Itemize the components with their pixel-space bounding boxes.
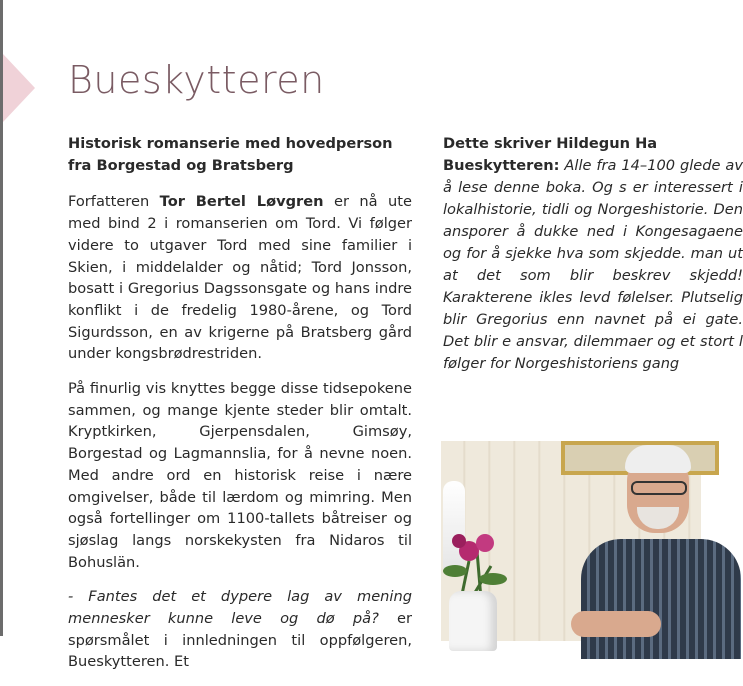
paragraph-places: På finurlig vis knyttes begge disse tidsepokene sammen, og mange kjente steder blir omtalt. Kryptkirken, Gjerpensdalen, Gimsøy, Borgestad og Lagmannslia, for å nevne noen. Med andre ord en historisk reise i nære omgivelser, både til lærdom og mimring. Men også fortellinger om 1100-tallets båtreiser og sjøslag langs norskekysten fra Nidaros til Bohuslän. (68, 380, 412, 571)
article-column-right (443, 133, 743, 375)
photo-person-shirt (581, 539, 741, 659)
paragraph-question (68, 586, 412, 673)
review-lead: Dette skriver Hildegun Ha (443, 135, 658, 152)
quote-question: - Fantes det et dypere lag av mening mennesker kunne leve og dø på? (68, 588, 412, 628)
photo-person-glasses (631, 481, 687, 495)
review-book-name: Bueskytteren: (443, 157, 560, 174)
paragraph-intro-rest: er nå ute med bind 2 i romanserien om Tord. Vi følger videre to utgaver Tord med sine familier i Skien, i middelalder og nåtid; Tord Jonsson, bosatt i Gregorius Dagssonsgate og hans indre konflikt i de fredelig 1980-årene, og Tord Sigurdsson, en av krigerne på Bratsberg gård under kongsbrødrestriden. (68, 193, 412, 363)
author-photo (441, 441, 701, 641)
photo-vase (449, 591, 497, 651)
paragraph-question-rest: er spørsmålet i innledningen til oppfølgeren, Bueskytteren. Et (68, 610, 412, 671)
author-name: Tor Bertel Løvgren (159, 193, 324, 211)
flowers-icon (441, 521, 511, 599)
article-column-left (68, 133, 412, 686)
photo-person-hair (625, 445, 691, 473)
decorative-arrow-marker (3, 54, 35, 122)
article-title: Bueskytteren (68, 58, 325, 102)
paragraph-intro (68, 191, 412, 365)
review-quote: Alle fra 14–100 glede av å lese denne boka. Og s er interessert i lokalhistorie, tidli og Norgeshistorie. Den ansporer å dukke ned i Kongesagaene og for å sjekke hva som skjedde. man ut at det som blir beskrev skjedd! Karakterene ikles levd følelser. Plutselig blir Gregorius enn navnet på ei gate. Det blir e ansvar, dilemmaer og et stort l følger for Norgeshistoriens gang (443, 157, 743, 372)
paragraph-intro-start: Forfatteren (68, 193, 160, 211)
article-subtitle: Historisk romanserie med hovedperson fra Borgestad og Bratsberg (68, 135, 393, 174)
photo-person-arm (571, 611, 661, 637)
